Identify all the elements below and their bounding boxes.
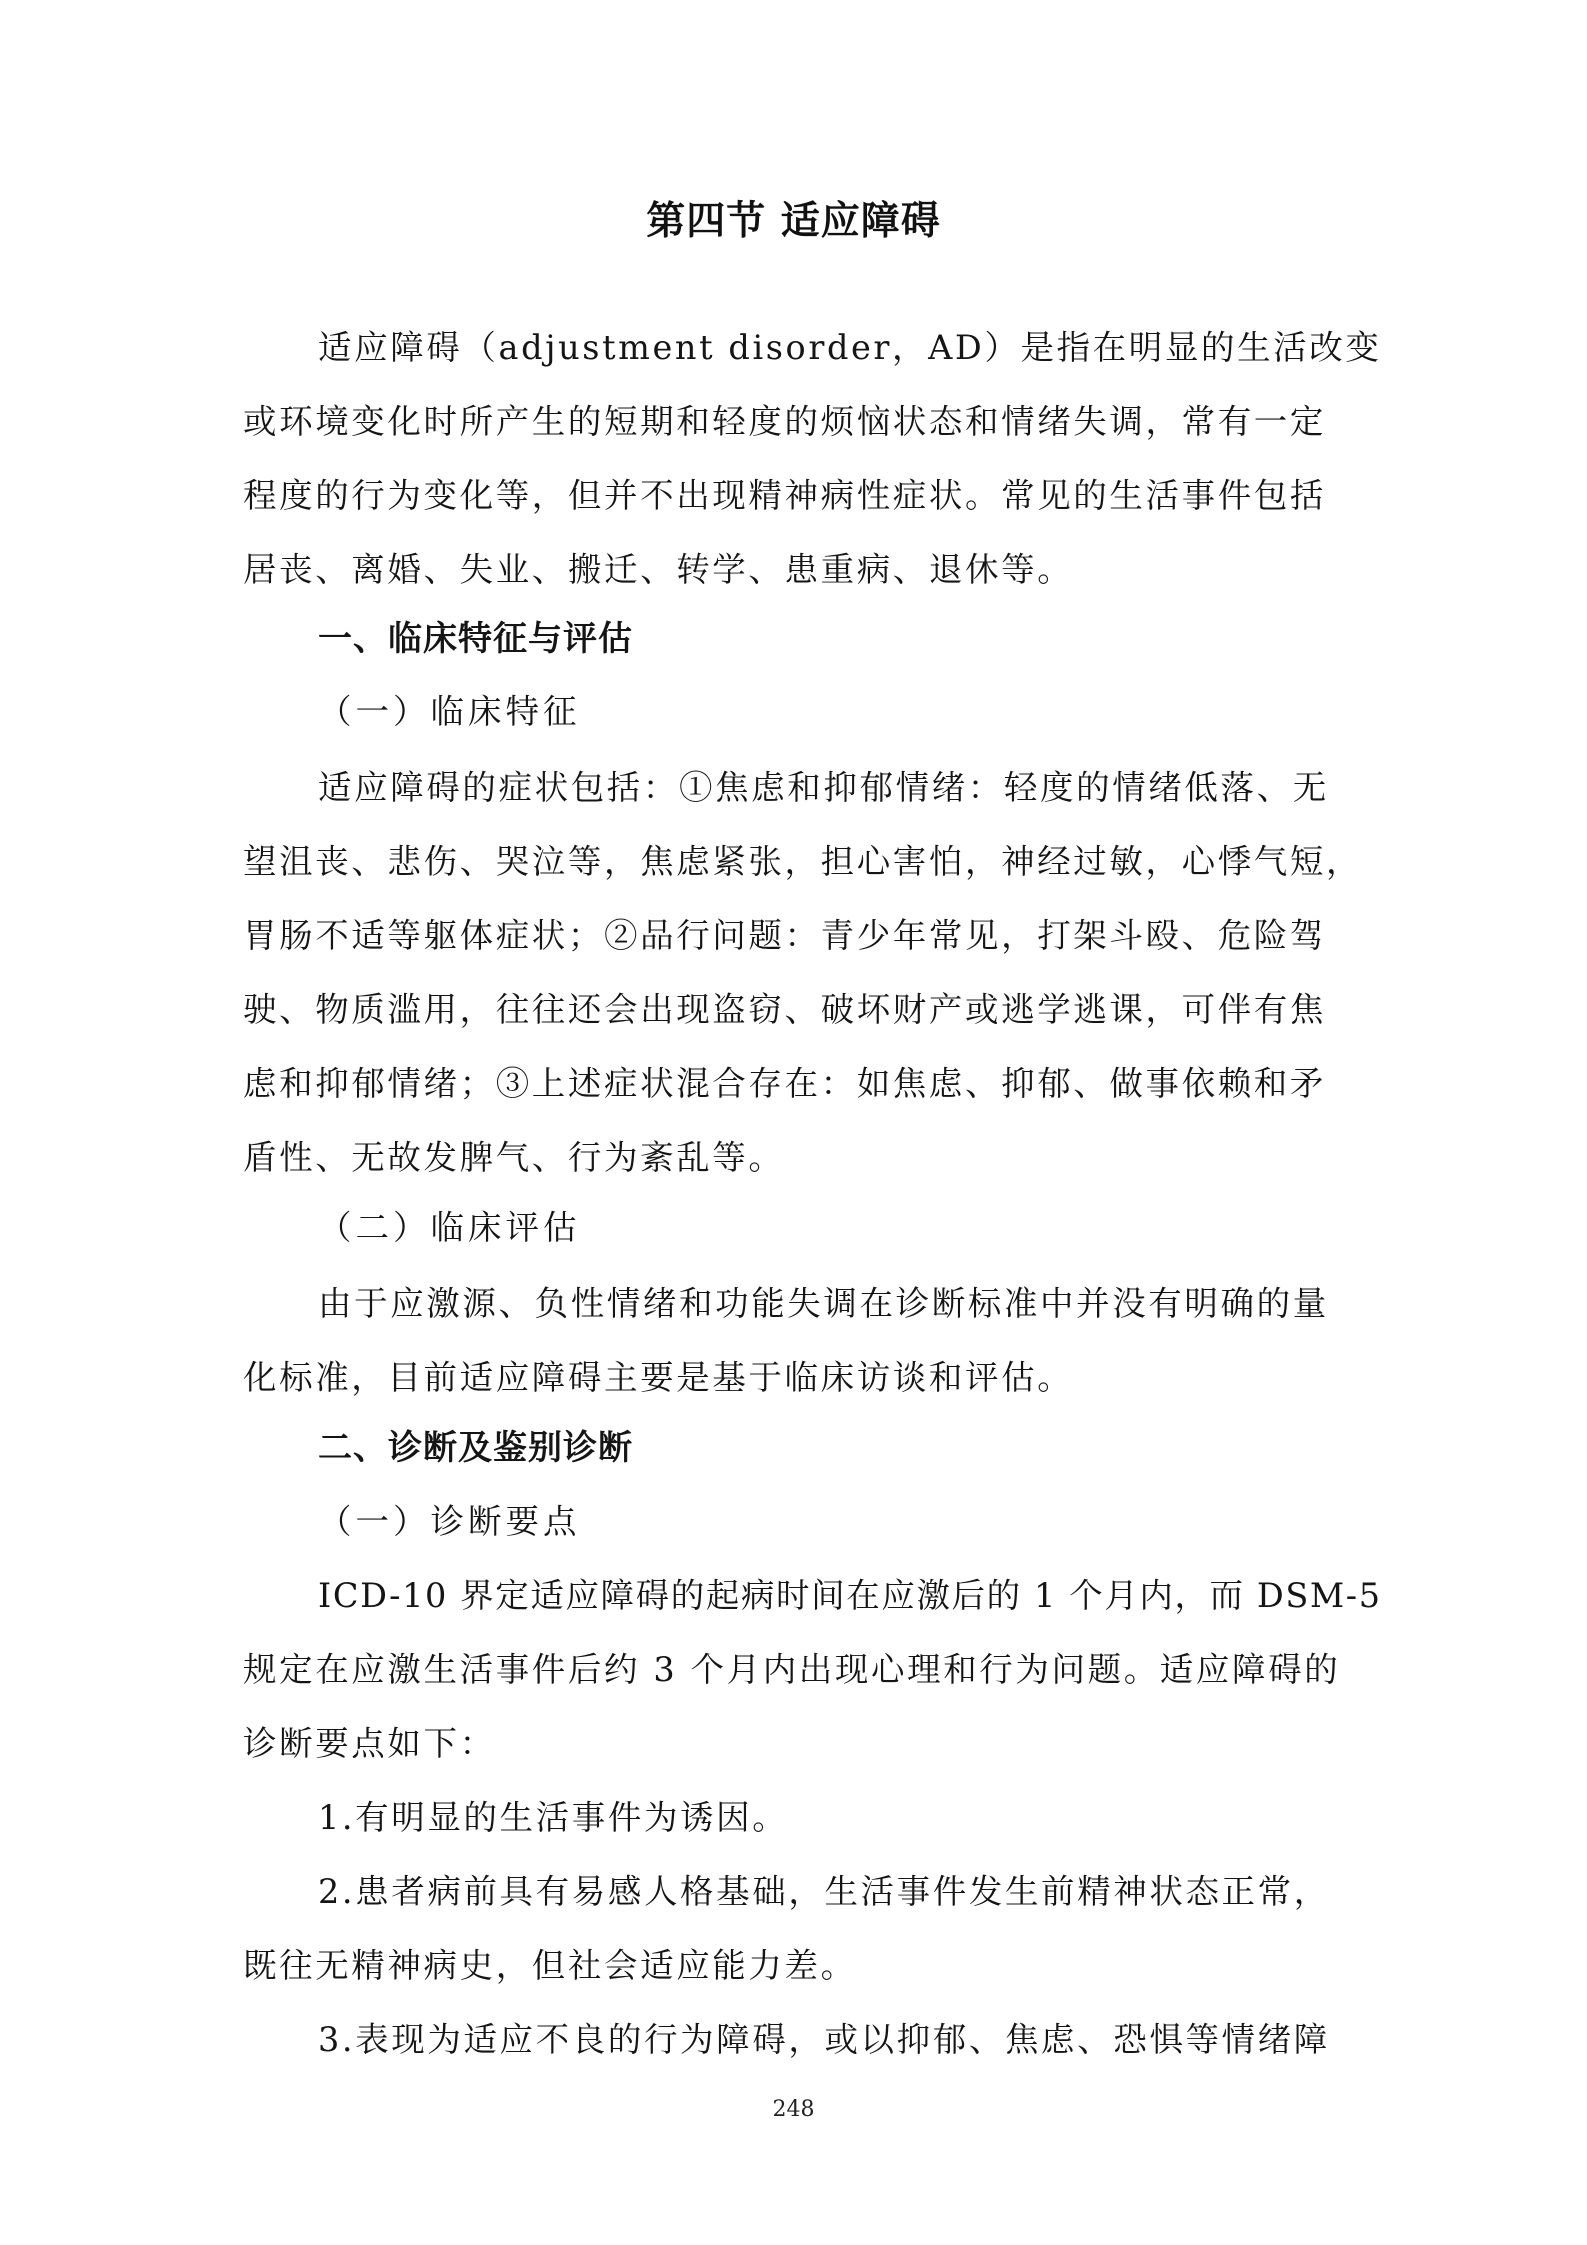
diagnosis-line-3: 诊断要点如下： — [243, 1724, 496, 1763]
symptoms-line-4: 驶、物质滥用，往往还会出现盗窃、破坏财产或逃学逃课，可伴有焦 — [243, 990, 1326, 1029]
subheading-clinical-assessment: （二）临床评估 — [318, 1208, 581, 1247]
assessment-line-1: 由于应激源、负性情绪和功能失调在诊断标准中并没有明确的量 — [318, 1284, 1329, 1323]
criterion-item-2-line-2: 既往无精神病史，但社会适应能力差。 — [243, 1946, 857, 1985]
section-title: 第四节 适应障碍 — [646, 199, 941, 244]
intro-line-3: 程度的行为变化等，但并不出现精神病性症状。常见的生活事件包括 — [243, 476, 1326, 515]
diagnosis-line-2: 规定在应激生活事件后约 3 个月内出现心理和行为问题。适应障碍的 — [243, 1650, 1341, 1689]
criterion-item-2-line-1: 2.患者病前具有易感人格基础，生活事件发生前精神状态正常， — [318, 1872, 1330, 1911]
subheading-clinical-features: （一）临床特征 — [318, 692, 581, 731]
heading-clinical-features-assessment: 一、临床特征与评估 — [318, 619, 633, 659]
assessment-line-2: 化标准，目前适应障碍主要是基于临床访谈和评估。 — [243, 1358, 1074, 1397]
heading-diagnosis-differential: 二、诊断及鉴别诊断 — [318, 1428, 633, 1468]
symptoms-line-6: 盾性、无故发脾气、行为紊乱等。 — [243, 1138, 785, 1177]
symptoms-line-3: 胃肠不适等躯体症状；②品行问题：青少年常见，打架斗殴、危险驾 — [243, 916, 1326, 955]
criterion-item-1: 1.有明显的生活事件为诱因。 — [318, 1798, 789, 1837]
page-number: 248 — [772, 2097, 815, 2122]
symptoms-line-5: 虑和抑郁情绪；③上述症状混合存在：如焦虑、抑郁、做事依赖和矛 — [243, 1064, 1326, 1103]
symptoms-line-2: 望沮丧、悲伤、哭泣等，焦虑紧张，担心害怕，神经过敏，心悸气短， — [243, 842, 1363, 881]
diagnosis-line-1: ICD-10 界定适应障碍的起病时间在应激后的 1 个月内，而 DSM-5 — [318, 1576, 1382, 1615]
symptoms-line-1: 适应障碍的症状包括：①焦虑和抑郁情绪：轻度的情绪低落、无 — [318, 768, 1329, 807]
intro-line-1: 适应障碍（adjustment disorder，AD）是指在明显的生活改变 — [318, 328, 1382, 367]
subheading-diagnostic-points: （一）诊断要点 — [318, 1502, 581, 1541]
intro-line-2: 或环境变化时所产生的短期和轻度的烦恼状态和情绪失调，常有一定 — [243, 402, 1326, 441]
intro-line-4: 居丧、离婚、失业、搬迁、转学、患重病、退休等。 — [243, 550, 1074, 589]
criterion-item-3: 3.表现为适应不良的行为障碍，或以抑郁、焦虑、恐惧等情绪障 — [318, 2020, 1330, 2059]
